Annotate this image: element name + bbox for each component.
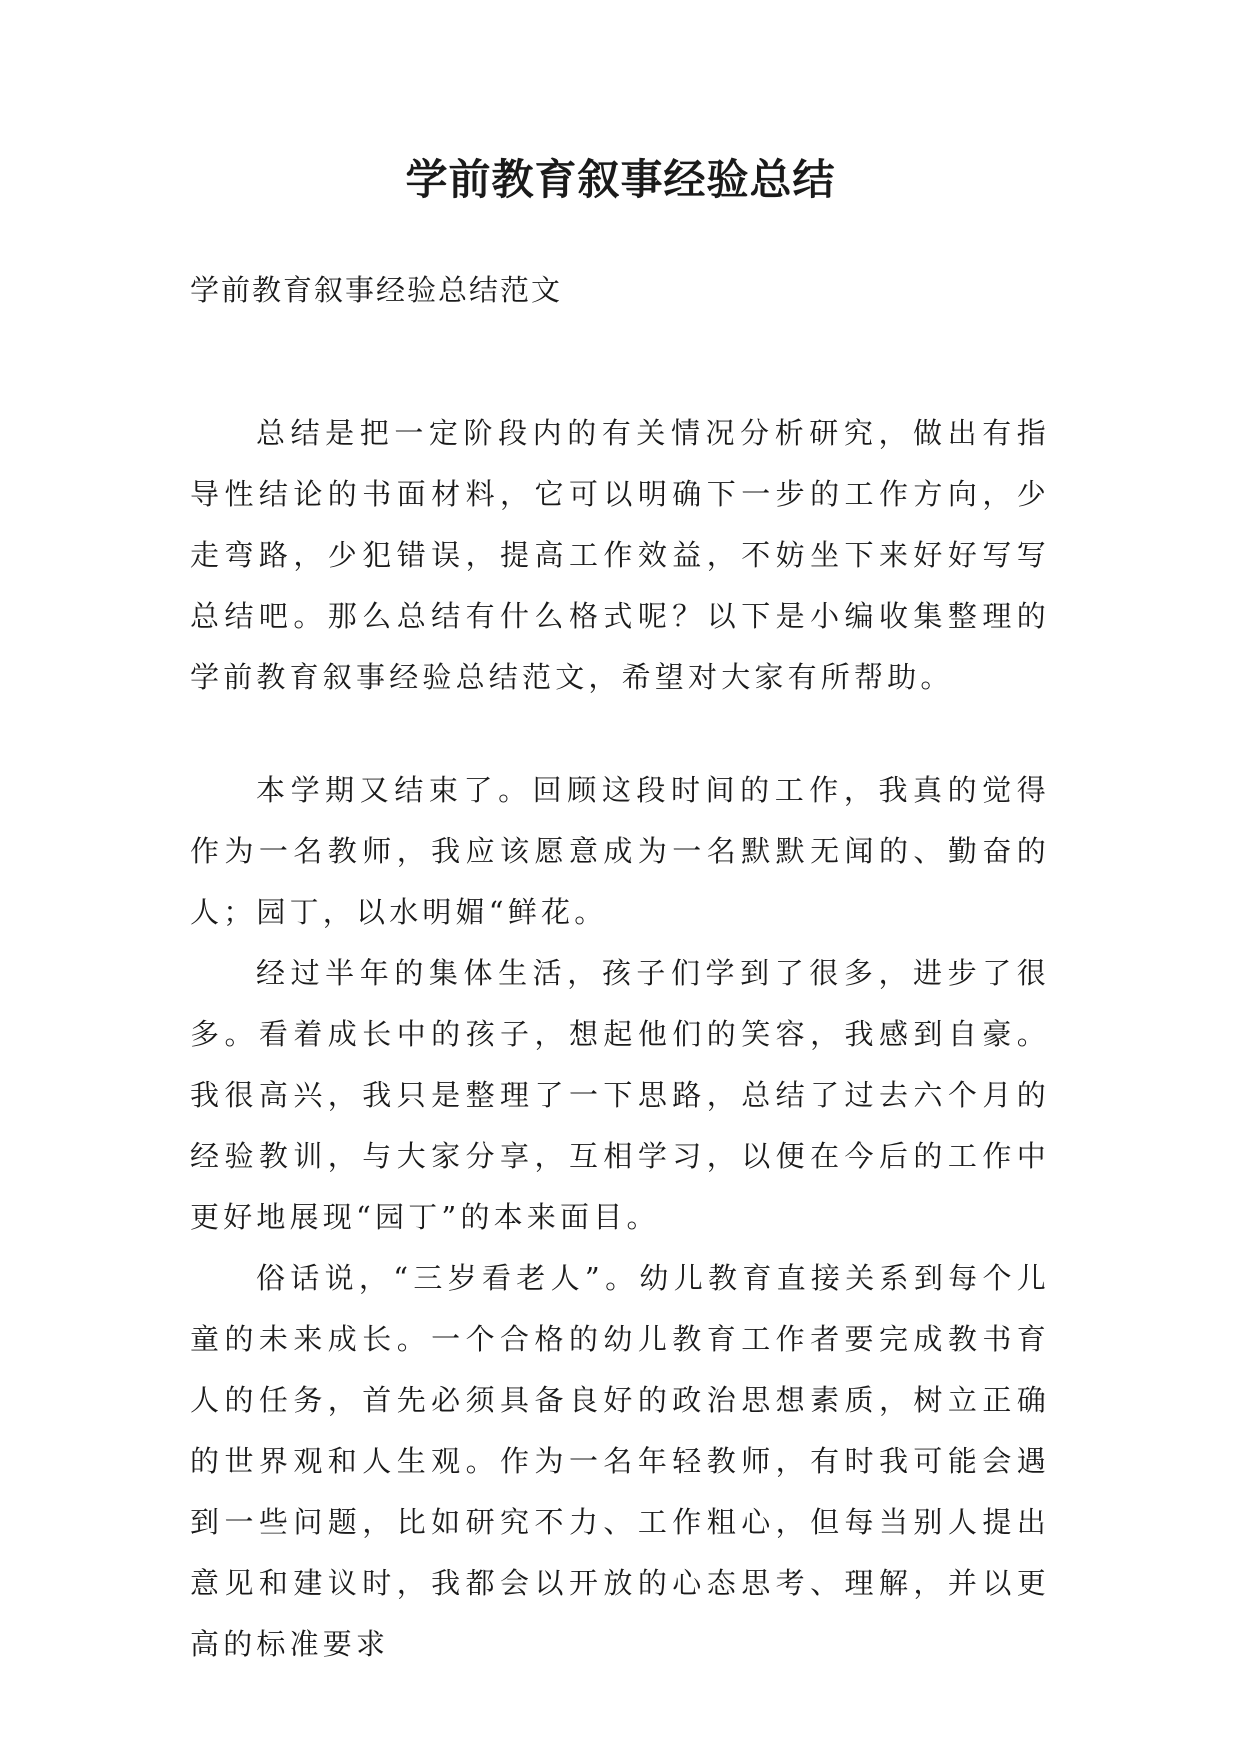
body-paragraph: 经过半年的集体生活，孩子们学到了很多，进步了很多。看着成长中的孩子，想起他们的笑容，我感到自豪。我很高兴，我只是整理了一下思路，总结了过去六个月的经验教训，与大家分享，互相学习，以便在今后的工作中更好地展现“园丁”的本来面目。 (190, 956, 1050, 1234)
document-title: 学前教育叙事经验总结 (405, 155, 836, 204)
body-paragraph: 俗话说，“三岁看老人”。幼儿教育直接关系到每个儿童的未来成长。一个合格的幼儿教育工作者要完成教书育人的任务，首先必须具备良好的政治思想素质，树立正确的世界观和人生观。作为一名年轻教师，有时我可能会遇到一些问题，比如研究不力、工作粗心，但每当别人提出意见和建议时，我都会以开放的心态思考、理解，并以更高的标准要求 (190, 1261, 1050, 1661)
intro-paragraph: 总结是把一定阶段内的有关情况分析研究，做出有指导性结论的书面材料，它可以明确下一步的工作方向，少走弯路，少犯错误，提高工作效益，不妨坐下来好好写写总结吧。那么总结有什么格式呢？以下是小编收集整理的学前教育叙事经验总结范文，希望对大家有所帮助。 (190, 416, 1050, 694)
body-paragraph: 本学期又结束了。回顾这段时间的工作，我真的觉得作为一名教师，我应该愿意成为一名默默无闻的、勤奋的人；园丁，以水明媚“鲜花。 (190, 773, 1050, 929)
intro-paragraph-block (190, 403, 1050, 708)
document-subtitle: 学前教育叙事经验总结范文 (190, 273, 563, 307)
body-paragraphs (190, 760, 1050, 1675)
